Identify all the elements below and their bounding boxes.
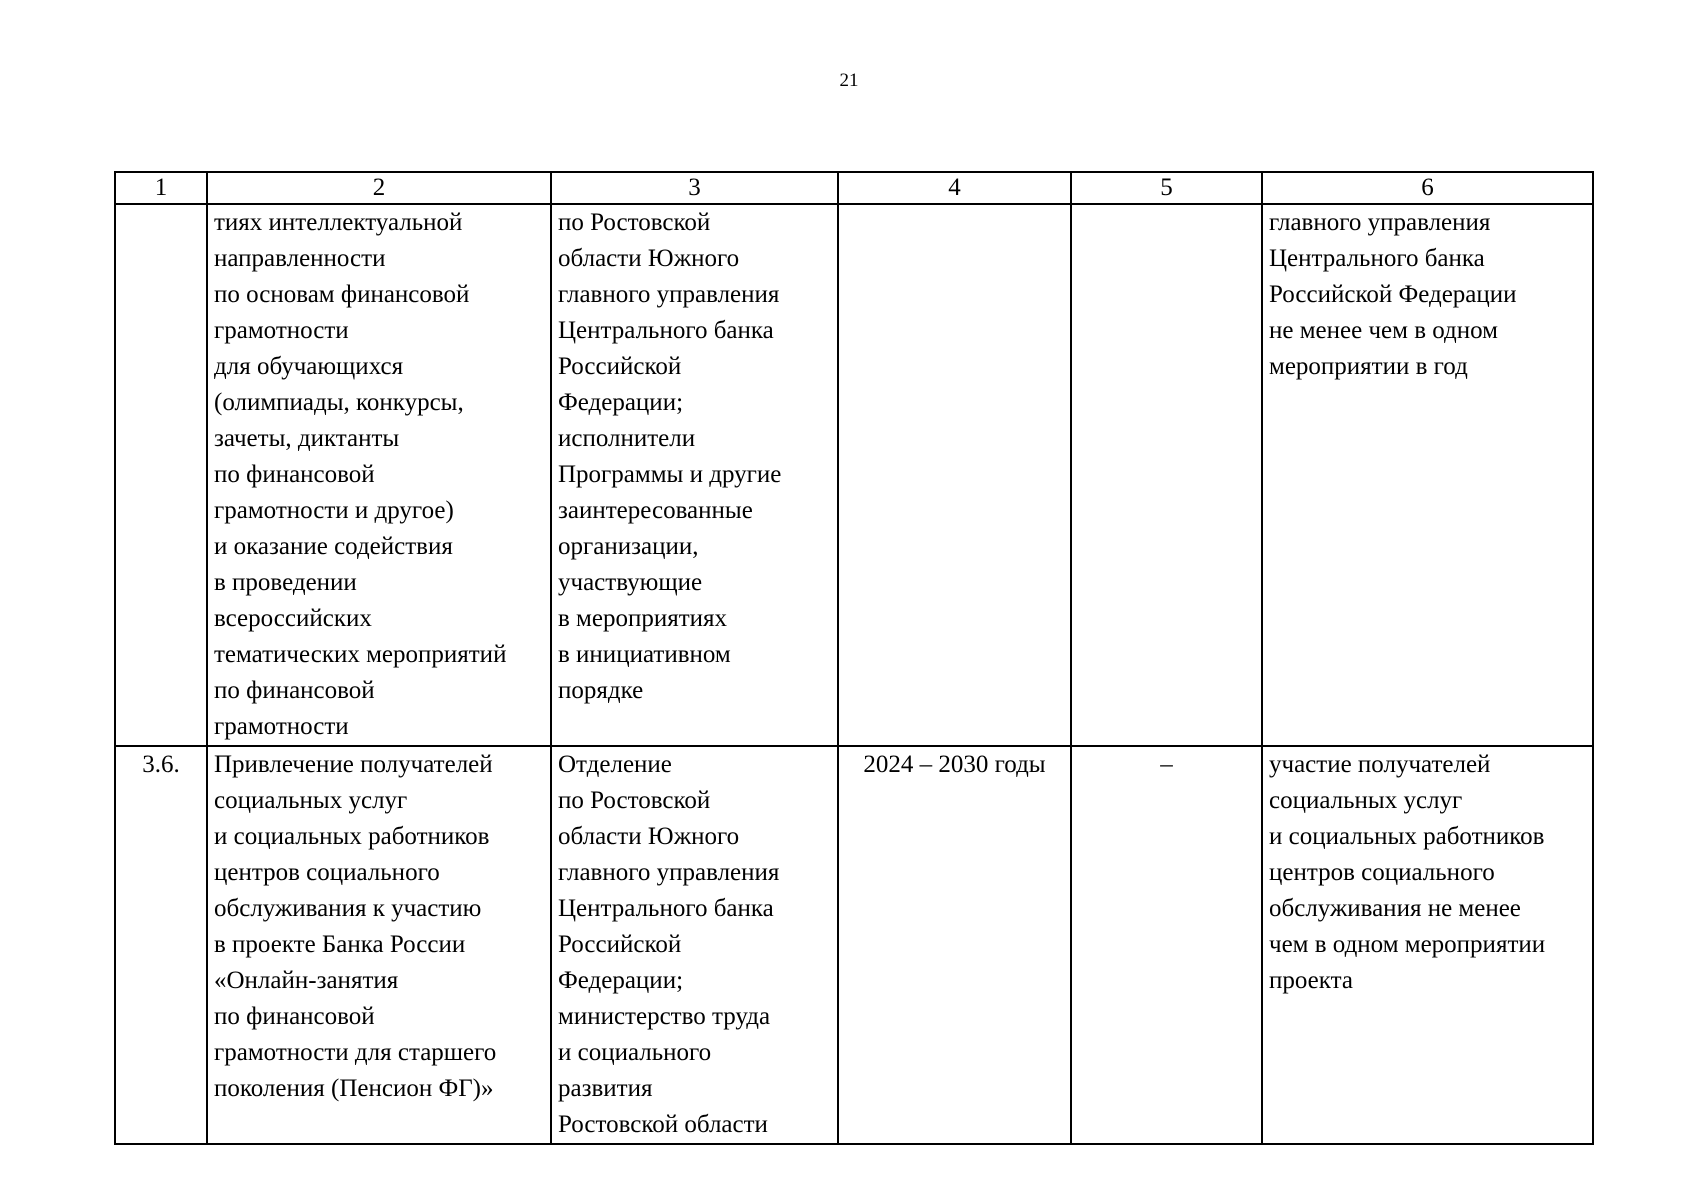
cell-line: Центрального банка	[558, 895, 774, 922]
period-cell	[838, 204, 1071, 746]
cell-line: министерство труда	[558, 1003, 771, 1030]
cell-line: Российской	[558, 353, 682, 380]
cell-line: и социальных работников	[1269, 823, 1545, 850]
row-number: 3.6.	[115, 746, 207, 1144]
cell-line: и социальных работников	[214, 823, 490, 850]
cell-line: по финансовой	[214, 677, 375, 704]
table-header-row	[115, 172, 1593, 204]
cell-line: главного управления	[1269, 209, 1491, 236]
cell-line: Российской Федерации	[1269, 281, 1517, 308]
cell-line: Привлечение получателей	[214, 751, 493, 778]
cell-line: всероссийских	[214, 605, 372, 632]
funding-cell	[1071, 204, 1262, 746]
cell-line: по Ростовской	[558, 787, 711, 814]
column-header: 1	[115, 172, 207, 204]
cell-line: тиях интеллектуальной	[214, 209, 463, 236]
cell-line: мероприятии в год	[1269, 353, 1468, 380]
cell-line: развития	[558, 1075, 653, 1102]
cell-line: «Онлайн-занятия	[214, 967, 399, 994]
cell-line: центров социального	[214, 859, 440, 886]
cell-line: чем в одном мероприятии	[1269, 931, 1546, 958]
cell-line: по основам финансовой	[214, 281, 470, 308]
cell-line: грамотности	[214, 317, 349, 344]
cell-line: в мероприятиях	[558, 605, 728, 632]
cell-line: по финансовой	[214, 1003, 375, 1030]
cell-line: не менее чем в одном	[1269, 317, 1498, 344]
cell-line: по финансовой	[214, 461, 375, 488]
cell-line: участвующие	[558, 569, 703, 596]
event-cell	[207, 204, 551, 746]
cell-line: по Ростовской	[558, 209, 711, 236]
table-row	[115, 746, 1593, 1144]
column-header: 3	[551, 172, 838, 204]
cell-line: направленности	[214, 245, 386, 272]
cell-line: области Южного	[558, 823, 740, 850]
cell-line: в проведении	[214, 569, 357, 596]
executor-cell	[551, 204, 838, 746]
executor-cell	[551, 746, 838, 1144]
cell-line: главного управления	[558, 281, 780, 308]
cell-line: и оказание содействия	[214, 533, 453, 560]
column-header: 6	[1262, 172, 1593, 204]
column-header: 4	[838, 172, 1071, 204]
cell-line: и социального	[558, 1039, 712, 1066]
cell-line: Федерации;	[558, 967, 684, 994]
cell-line: грамотности	[214, 713, 349, 740]
cell-line: Отделение	[558, 751, 672, 778]
cell-line: тематических мероприятий	[214, 641, 507, 668]
cell-line: исполнители	[558, 425, 696, 452]
event-cell	[207, 746, 551, 1144]
cell-line: социальных услуг	[214, 787, 408, 814]
cell-line: заинтересованные	[558, 497, 753, 524]
cell-line: социальных услуг	[1269, 787, 1463, 814]
cell-line: для обучающихся	[214, 353, 404, 380]
column-header: 2	[207, 172, 551, 204]
cell-line: зачеты, диктанты	[214, 425, 400, 452]
row-number	[115, 204, 207, 746]
cell-line: участие получателей	[1269, 751, 1491, 778]
cell-line: проекта	[1269, 967, 1353, 994]
cell-line: поколения (Пенсион ФГ)»	[214, 1075, 494, 1102]
cell-line: Ростовской области	[558, 1111, 768, 1138]
cell-line: Центрального банка	[1269, 245, 1485, 272]
cell-line: Программы и другие	[558, 461, 782, 488]
page-number: 21	[839, 70, 859, 91]
cell-line: организации,	[558, 533, 699, 560]
cell-line: в инициативном	[558, 641, 731, 668]
table-row	[115, 204, 1593, 746]
cell-line: Федерации;	[558, 389, 684, 416]
cell-line: порядке	[558, 677, 644, 704]
cell-line: обслуживания не менее	[1269, 895, 1521, 922]
cell-line: (олимпиады, конкурсы,	[214, 389, 464, 416]
period-cell: 2024 – 2030 годы	[838, 746, 1071, 1144]
cell-line: главного управления	[558, 859, 780, 886]
column-header: 5	[1071, 172, 1262, 204]
funding-cell: –	[1071, 746, 1262, 1144]
cell-line: грамотности для старшего	[214, 1039, 497, 1066]
cell-line: Центрального банка	[558, 317, 774, 344]
result-cell	[1262, 746, 1593, 1144]
cell-line: центров социального	[1269, 859, 1495, 886]
cell-line: обслуживания к участию	[214, 895, 482, 922]
cell-line: области Южного	[558, 245, 740, 272]
measures-table	[114, 171, 1594, 1145]
cell-line: в проекте Банка России	[214, 931, 466, 958]
cell-line: Российской	[558, 931, 682, 958]
result-cell	[1262, 204, 1593, 746]
cell-line: грамотности и другое)	[214, 497, 454, 524]
